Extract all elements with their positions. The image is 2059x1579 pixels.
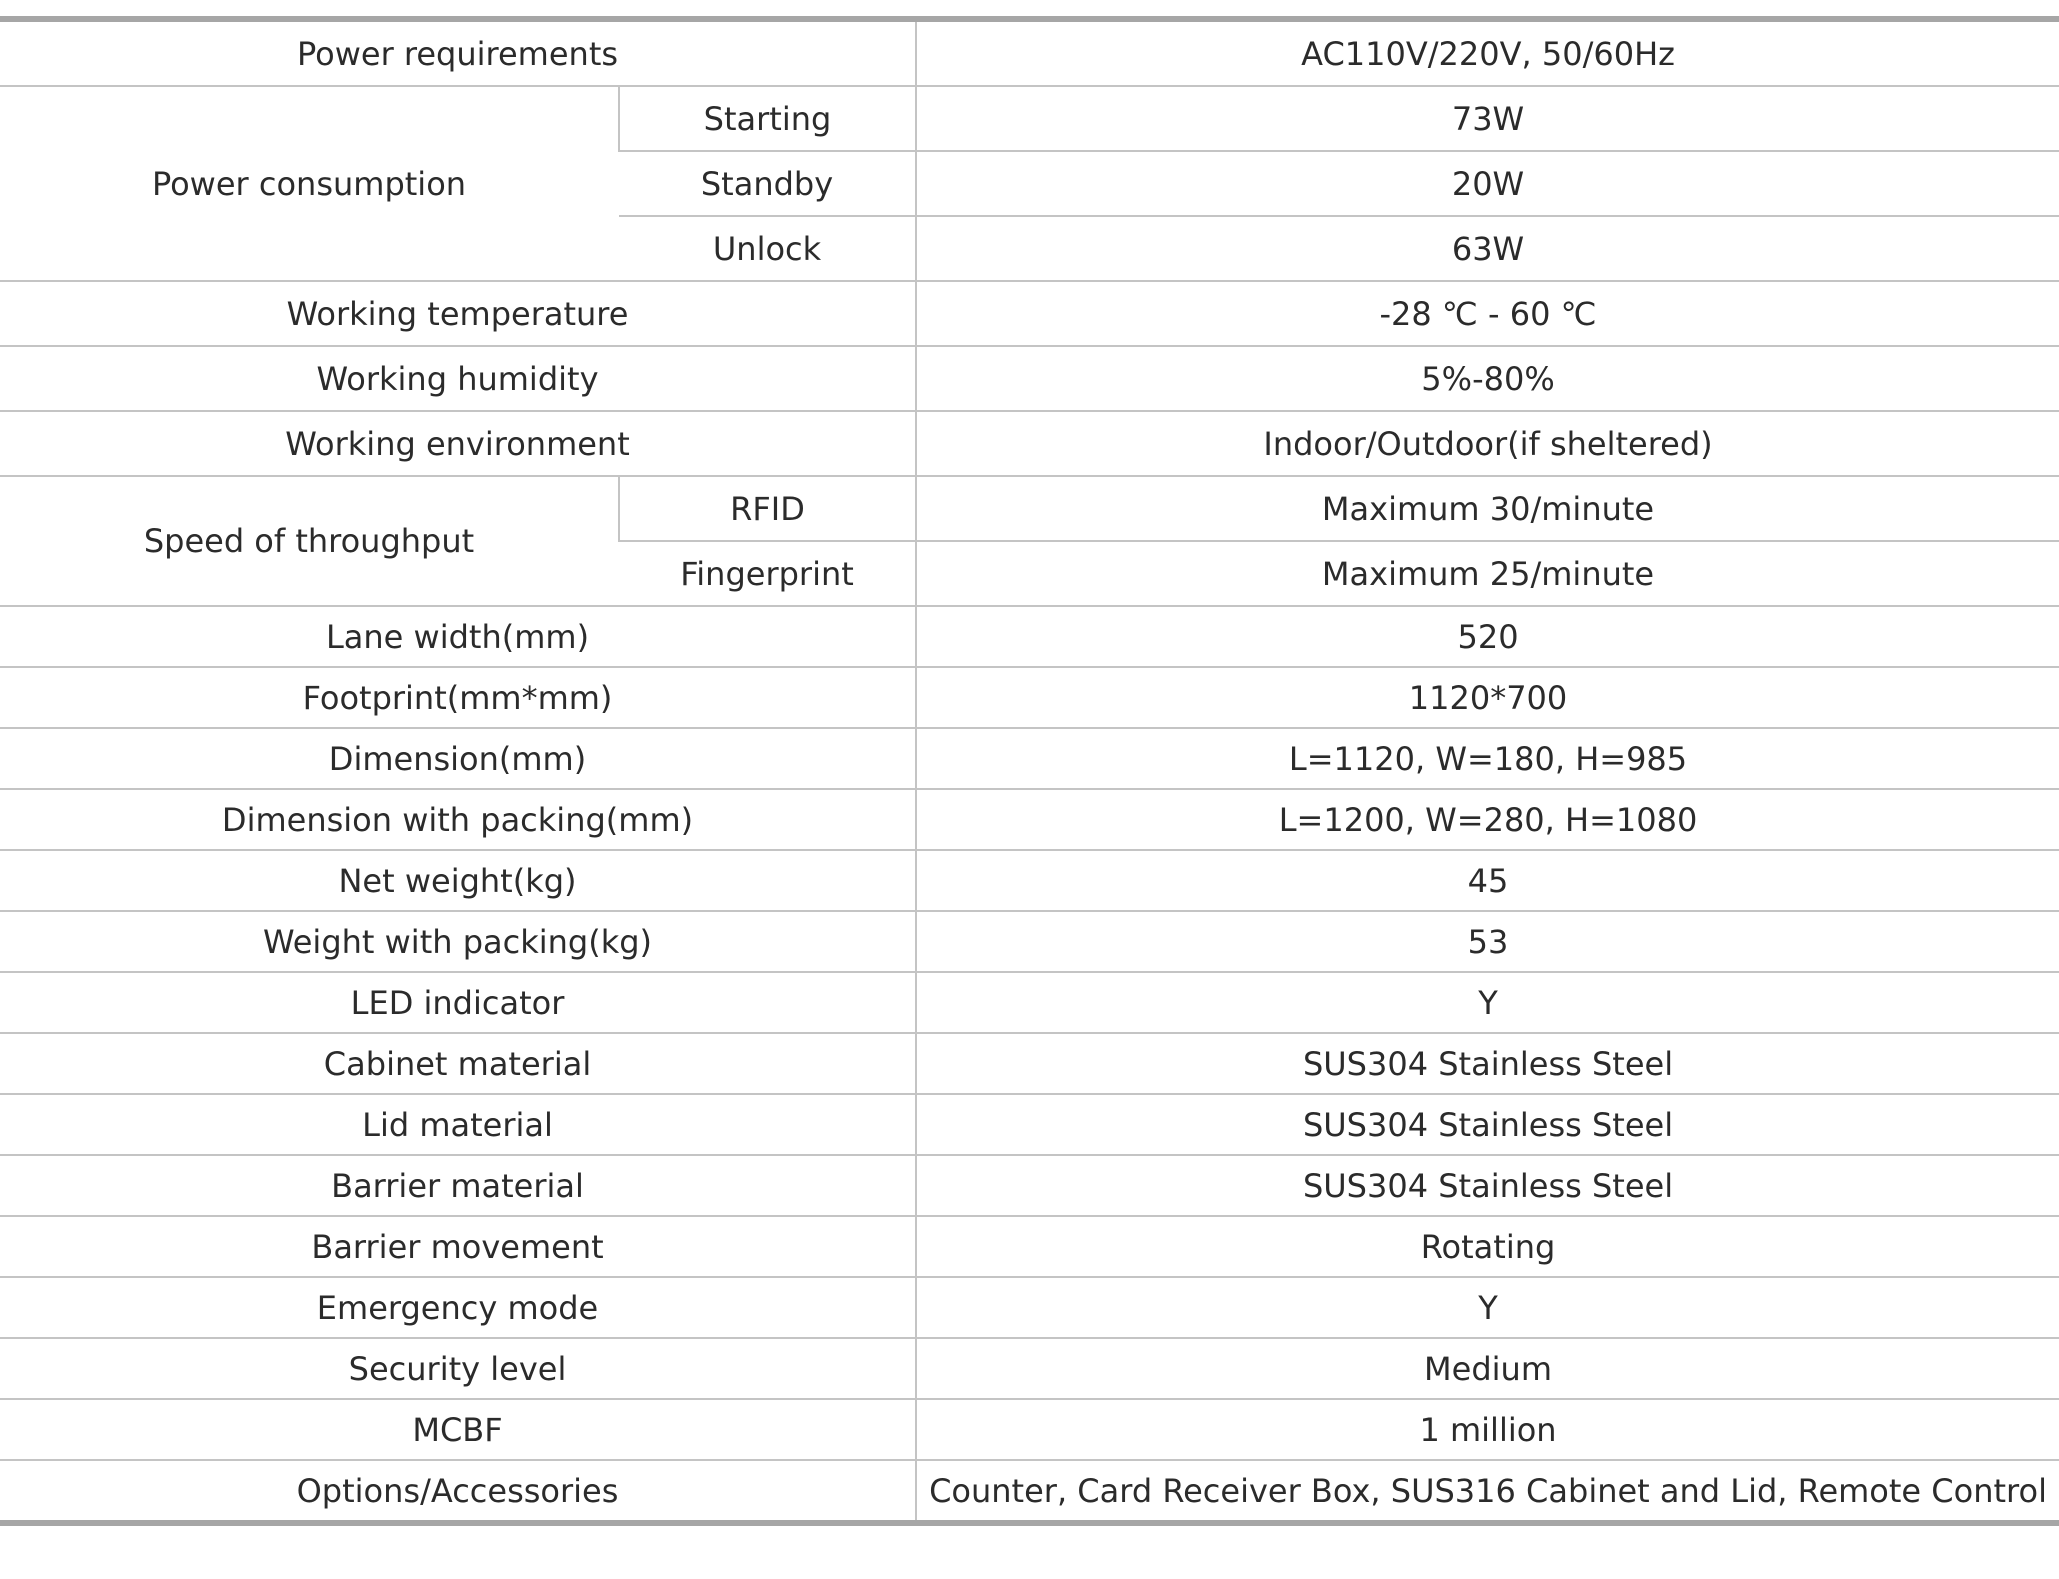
spec-label: Weight with packing(kg) bbox=[0, 911, 916, 972]
table-row bbox=[0, 911, 2059, 972]
spec-sub-label: Fingerprint bbox=[619, 541, 916, 606]
spec-label: Working humidity bbox=[0, 346, 916, 411]
spec-label: Power consumption bbox=[0, 86, 619, 281]
spec-label: Barrier movement bbox=[0, 1216, 916, 1277]
spec-value: 1 million bbox=[916, 1399, 2059, 1460]
table-row bbox=[0, 1155, 2059, 1216]
spec-value: Maximum 30/minute bbox=[916, 476, 2059, 541]
table-row bbox=[0, 667, 2059, 728]
table-row bbox=[0, 411, 2059, 476]
table-row bbox=[0, 1399, 2059, 1460]
spec-value: SUS304 Stainless Steel bbox=[916, 1094, 2059, 1155]
spec-label: Net weight(kg) bbox=[0, 850, 916, 911]
spec-label: MCBF bbox=[0, 1399, 916, 1460]
table-row bbox=[0, 86, 2059, 151]
table-row bbox=[0, 728, 2059, 789]
table-row bbox=[0, 1216, 2059, 1277]
spec-value: Y bbox=[916, 972, 2059, 1033]
spec-label: Footprint(mm*mm) bbox=[0, 667, 916, 728]
spec-value: Rotating bbox=[916, 1216, 2059, 1277]
spec-sub-label: Standby bbox=[619, 151, 916, 216]
spec-value: 45 bbox=[916, 850, 2059, 911]
table-row bbox=[0, 1460, 2059, 1523]
table-row bbox=[0, 476, 2059, 541]
spec-value: 520 bbox=[916, 606, 2059, 667]
spec-value: Indoor/Outdoor(if sheltered) bbox=[916, 411, 2059, 476]
table-row bbox=[0, 281, 2059, 346]
spec-value: L=1200, W=280, H=1080 bbox=[916, 789, 2059, 850]
spec-value: 63W bbox=[916, 216, 2059, 281]
spec-label: Emergency mode bbox=[0, 1277, 916, 1338]
spec-label: Working environment bbox=[0, 411, 916, 476]
spec-label: Cabinet material bbox=[0, 1033, 916, 1094]
spec-value: Medium bbox=[916, 1338, 2059, 1399]
spec-value: L=1120, W=180, H=985 bbox=[916, 728, 2059, 789]
table-row bbox=[0, 972, 2059, 1033]
table-row bbox=[0, 19, 2059, 86]
table-row bbox=[0, 850, 2059, 911]
spec-value: Y bbox=[916, 1277, 2059, 1338]
spec-value: Counter, Card Receiver Box, SUS316 Cabinet and Lid, Remote Control bbox=[916, 1460, 2059, 1523]
spec-value: 73W bbox=[916, 86, 2059, 151]
spec-value: 1120*700 bbox=[916, 667, 2059, 728]
spec-label: Lane width(mm) bbox=[0, 606, 916, 667]
spec-value: AC110V/220V, 50/60Hz bbox=[916, 19, 2059, 86]
spec-sub-label: Starting bbox=[619, 86, 916, 151]
spec-label: Options/Accessories bbox=[0, 1460, 916, 1523]
spec-value: SUS304 Stainless Steel bbox=[916, 1033, 2059, 1094]
spec-value: Maximum 25/minute bbox=[916, 541, 2059, 606]
table-row bbox=[0, 1338, 2059, 1399]
spec-label: Lid material bbox=[0, 1094, 916, 1155]
table-row bbox=[0, 346, 2059, 411]
table-row bbox=[0, 789, 2059, 850]
table-row bbox=[0, 1033, 2059, 1094]
spec-label: Security level bbox=[0, 1338, 916, 1399]
spec-label: Dimension(mm) bbox=[0, 728, 916, 789]
table-row bbox=[0, 606, 2059, 667]
spec-table bbox=[0, 16, 2059, 1526]
spec-value: -28 ℃ - 60 ℃ bbox=[916, 281, 2059, 346]
spec-label: Speed of throughput bbox=[0, 476, 619, 606]
spec-value: 5%-80% bbox=[916, 346, 2059, 411]
table-row bbox=[0, 1277, 2059, 1338]
spec-sub-label: RFID bbox=[619, 476, 916, 541]
spec-value: 53 bbox=[916, 911, 2059, 972]
spec-label: Dimension with packing(mm) bbox=[0, 789, 916, 850]
spec-sub-label: Unlock bbox=[619, 216, 916, 281]
spec-label: LED indicator bbox=[0, 972, 916, 1033]
spec-value: SUS304 Stainless Steel bbox=[916, 1155, 2059, 1216]
spec-label: Barrier material bbox=[0, 1155, 916, 1216]
spec-label: Working temperature bbox=[0, 281, 916, 346]
spec-label: Power requirements bbox=[0, 19, 916, 86]
spec-value: 20W bbox=[916, 151, 2059, 216]
table-row bbox=[0, 1094, 2059, 1155]
